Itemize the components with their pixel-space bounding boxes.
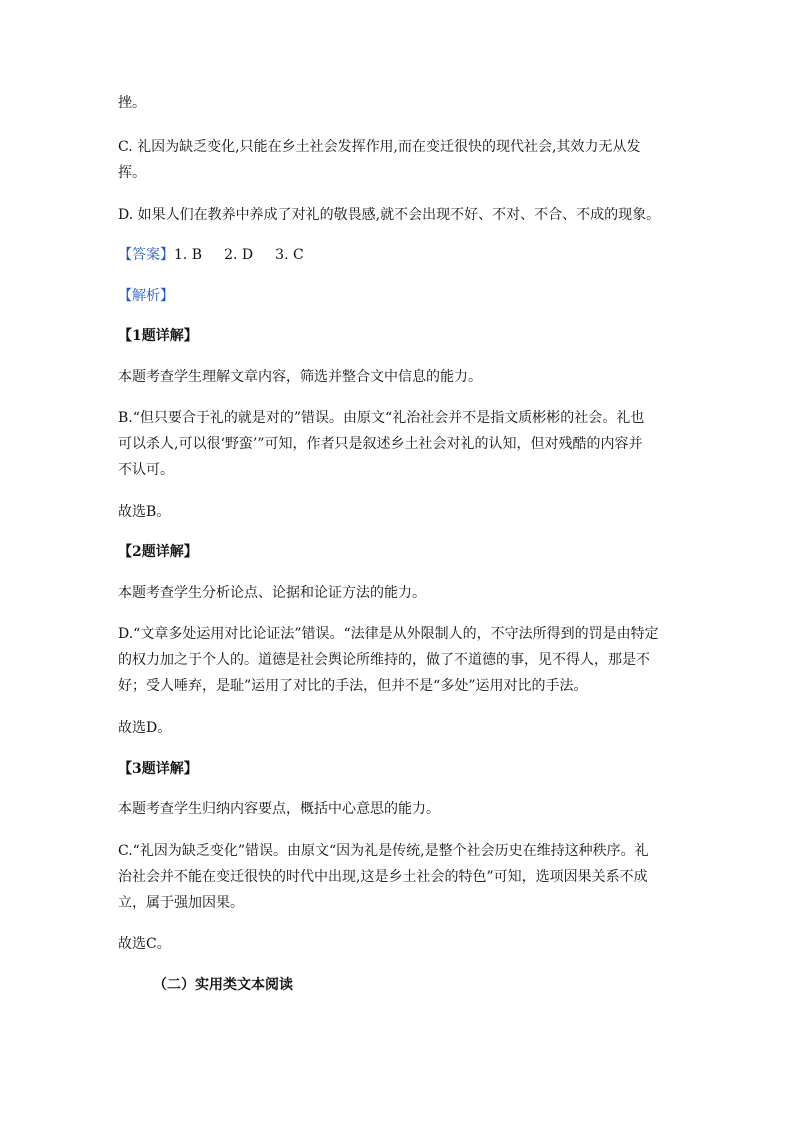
q2-line-3: 好；受人唾弃，是耻”运用了对比的手法，但并不是“多处”运用对比的手法。 [118,678,588,694]
q3-line-1: C.“礼因为缺乏变化”错误。由原文“因为礼是传统,是整个社会历史在维持这种秩序。礼 [118,843,649,859]
q3-intro: 本题考查学生归纳内容要点，概括中心意思的能力。 [118,801,440,817]
q1-line-1: B.“但只要合于礼的就是对的”错误。由原文“礼治社会并不是指文质彬彬的社会。礼也 [118,410,645,426]
q1-conclusion: 故选B。 [118,504,171,520]
q2-conclusion: 故选D。 [118,720,172,736]
option-c-line-1: C. 礼因为缺乏变化,只能在乡土社会发挥作用,而在变迁很快的现代社会,其效力无从发 [118,139,641,155]
q3-line-3: 立，属于强加因果。 [118,895,244,911]
option-d: D. 如果人们在教养中养成了对礼的敬畏感,就不会出现不好、不对、不合、不成的现象。 [118,207,661,223]
q2-line-2: 的权力加之于个人的。道德是社会舆论所维持的，做了不道德的事，见不得人，那是不 [118,652,650,668]
answer-tag: 【答案】 [118,247,174,263]
q2-line-1: D.“文章多处运用对比论证法”错误。“法律是从外限制人的，不守法所得到的罚是由特定 [118,626,659,642]
q1-heading: 【1题详解】 [118,328,198,344]
answer-item: 2. D [224,247,254,263]
section-heading: （二）实用类文本阅读 [153,977,293,993]
answer-item: 1. B [174,247,203,263]
q2-heading: 【2题详解】 [118,544,198,560]
answer-item: 3. C [275,247,304,263]
answer-row [118,246,326,264]
q3-heading: 【3题详解】 [118,761,198,777]
q2-intro: 本题考查学生分析论点、论据和论证方法的能力。 [118,585,426,601]
q1-line-2: 可以杀人,可以很‘野蛮’”可知，作者只是叙述乡土社会对礼的认知，但对残酷的内容并 [118,436,643,452]
q3-conclusion: 故选C。 [118,936,171,952]
q3-line-2: 治社会并不能在变迁很快的时代中出现,这是乡土社会的特色”可知，选项因果关系不成 [118,869,648,885]
text-fragment: 挫。 [118,95,146,111]
option-c-line-2: 挥。 [118,165,146,181]
analysis-tag: 【解析】 [118,288,174,304]
q1-line-3: 不认可。 [118,462,174,478]
q1-intro: 本题考查学生理解文章内容，筛选并整合文中信息的能力。 [118,369,482,385]
